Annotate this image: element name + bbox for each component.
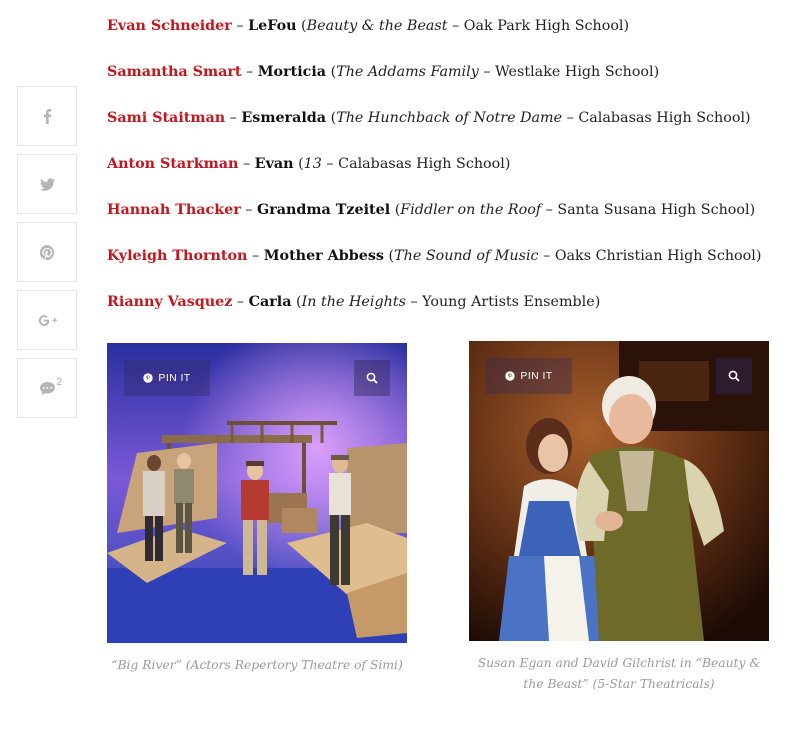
twitter-share-button[interactable] — [17, 154, 77, 214]
pinterest-share-button[interactable] — [17, 222, 77, 282]
paren: ( — [291, 294, 302, 310]
actor-link[interactable]: Sami Staitman — [107, 110, 226, 126]
zoom-button[interactable] — [716, 358, 752, 394]
show-title: The Hunchback of Notre Dame — [336, 110, 563, 126]
search-icon — [366, 372, 378, 384]
separator: – — [240, 202, 257, 218]
separator: – — [231, 18, 249, 34]
photo-caption: “Big River” (Actors Repertory Theatre of Simi) — [111, 658, 403, 672]
role-name: Mother Abbess — [263, 248, 384, 264]
separator: – — [538, 248, 555, 264]
zoom-button[interactable] — [354, 360, 390, 396]
production-photo[interactable] — [469, 341, 769, 641]
paren: ( — [390, 202, 401, 218]
separator: – — [238, 156, 255, 172]
cast-entry — [107, 14, 777, 60]
actor-link[interactable]: Samantha Smart — [107, 64, 242, 80]
search-icon — [728, 370, 740, 382]
actor-link[interactable]: Kyleigh Thornton — [107, 248, 248, 264]
show-title: The Addams Family — [336, 64, 479, 80]
pin-it-label: PIN IT — [158, 372, 191, 384]
social-share-bar — [17, 86, 79, 426]
paren: ( — [293, 156, 304, 172]
pin-it-button[interactable] — [486, 358, 572, 394]
actor-link[interactable]: Anton Starkman — [107, 156, 239, 172]
separator: – — [562, 110, 579, 126]
school-name: Oak Park High School — [463, 18, 624, 34]
role-name: LeFou — [248, 18, 297, 34]
separator: – — [232, 294, 249, 310]
photo-figure — [469, 341, 769, 695]
paren: ) — [755, 248, 762, 264]
separator: – — [478, 64, 496, 80]
facebook-icon — [40, 109, 55, 124]
cast-entry — [107, 290, 777, 336]
comments-icon — [39, 381, 56, 396]
paren: ) — [594, 294, 601, 310]
show-title: 13 — [303, 156, 322, 172]
photo-caption: Susan Egan and David Gilchrist in “Beauty & the Beast” (5-Star Theatricals) — [477, 656, 761, 691]
show-title: The Sound of Music — [394, 248, 539, 264]
role-name: Morticia — [257, 64, 327, 80]
paren: ) — [745, 110, 751, 126]
paren: ) — [623, 18, 630, 34]
paren: ( — [383, 248, 395, 264]
show-title: In the Heights — [301, 294, 406, 310]
actor-link[interactable]: Evan Schneider — [107, 18, 232, 34]
actor-link[interactable]: Rianny Vasquez — [107, 294, 233, 310]
paren: ) — [749, 202, 756, 218]
pin-it-button[interactable] — [124, 360, 210, 396]
photo-figure — [107, 343, 407, 676]
pinterest-icon — [40, 245, 55, 260]
actor-link[interactable]: Hannah Thacker — [107, 202, 241, 218]
cast-entry — [107, 198, 777, 244]
separator: – — [321, 156, 339, 172]
twitter-icon — [40, 177, 55, 192]
cast-entry — [107, 244, 777, 290]
school-name: Calabasas High School — [578, 110, 746, 126]
paren: ( — [326, 64, 337, 80]
cast-list — [107, 14, 777, 336]
show-title: Beauty & the Beast — [306, 18, 448, 34]
paren: ( — [296, 18, 307, 34]
separator: – — [247, 248, 264, 264]
google-plus-icon — [38, 313, 57, 328]
separator: – — [225, 110, 242, 126]
facebook-share-button[interactable] — [17, 86, 77, 146]
school-name: Santa Susana High School — [557, 202, 750, 218]
separator: – — [405, 294, 423, 310]
comment-count: 2 — [56, 377, 62, 388]
show-title: Fiddler on the Roof — [400, 202, 542, 218]
separator: – — [541, 202, 558, 218]
separator: – — [447, 18, 464, 34]
paren: ( — [326, 110, 337, 126]
role-name: Evan — [254, 156, 294, 172]
paren: ) — [504, 156, 511, 172]
role-name: Esmeralda — [241, 110, 327, 126]
cast-entry — [107, 60, 777, 106]
school-name: Calabasas High School — [338, 156, 505, 172]
cast-entry — [107, 152, 777, 198]
pin-it-label: PIN IT — [520, 370, 553, 382]
pinterest-icon — [505, 371, 515, 381]
separator: – — [241, 64, 258, 80]
pinterest-icon — [143, 373, 153, 383]
role-name: Carla — [248, 294, 292, 310]
role-name: Grandma Tzeitel — [256, 202, 391, 218]
paren: ) — [653, 64, 660, 80]
cast-entry — [107, 106, 777, 152]
google-plus-share-button[interactable] — [17, 290, 77, 350]
school-name: Oaks Christian High School — [554, 248, 756, 264]
comments-button[interactable] — [17, 358, 77, 418]
school-name: Young Artists Ensemble — [422, 294, 595, 310]
production-photo[interactable] — [107, 343, 407, 643]
school-name: Westlake High School — [495, 64, 654, 80]
